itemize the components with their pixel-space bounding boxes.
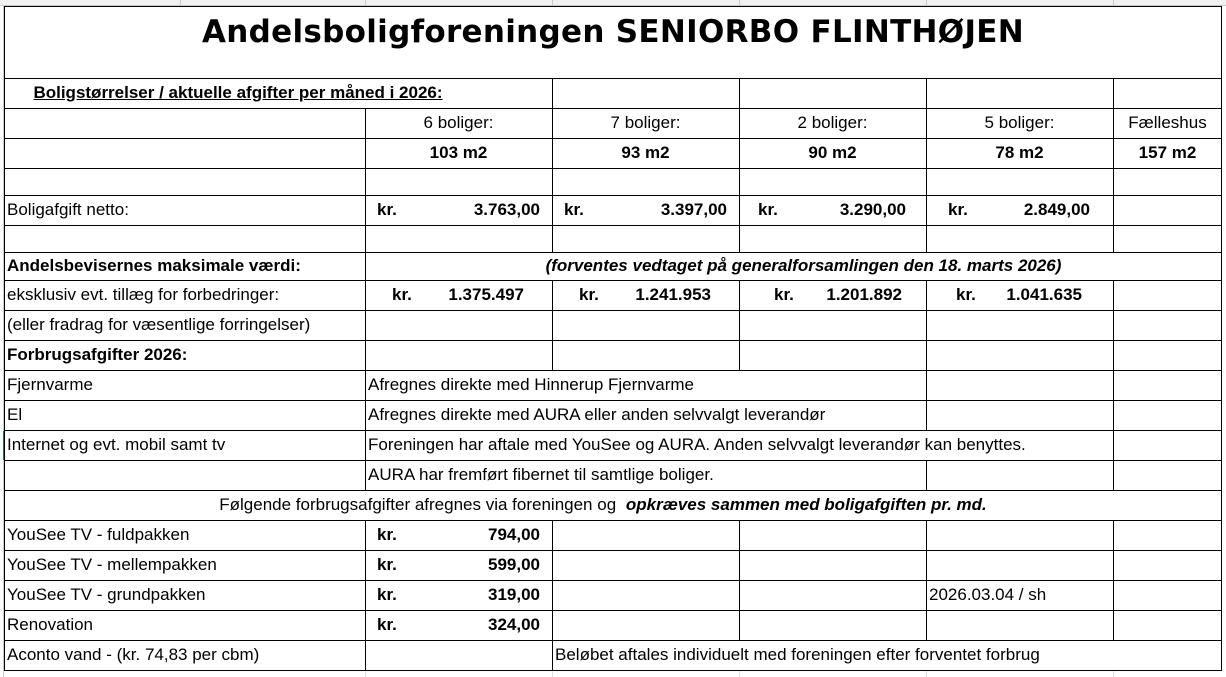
boligafgift-value-2[interactable]: 3.397,00 — [660, 200, 727, 219]
fee-value-mellempakken[interactable]: 599,00 — [488, 555, 540, 574]
fee-label-fuldpakken[interactable]: YouSee TV - fuldpakken — [7, 525, 190, 544]
andelsbevis-currency-1: kr. — [392, 285, 412, 304]
via-foreningen-text: Følgende forbrugsafgifter afregnes via foreningen og — [219, 495, 621, 514]
boligafgift-currency-2: kr. — [564, 200, 584, 219]
border-h — [4, 78, 1221, 79]
unit-size-2[interactable]: 93 m2 — [621, 143, 670, 162]
forbrug-label-internet[interactable]: Internet og evt. mobil samt tv — [7, 435, 226, 454]
border-v — [926, 280, 927, 370]
border-v — [739, 280, 740, 370]
border-v — [926, 108, 927, 252]
border-v — [739, 108, 740, 252]
border-v — [365, 108, 366, 252]
andelsbevis-value-1[interactable]: 1.375.497 — [448, 285, 524, 304]
border-v — [1113, 430, 1114, 460]
sheet-title[interactable]: Andelsboligforeningen SENIORBO FLINTHØJEN — [201, 14, 1024, 50]
border-h — [4, 550, 1221, 551]
border-v — [1113, 280, 1114, 370]
forbrug-text-internet[interactable]: Foreningen har aftale med YouSee og AURA. Anden selvvalgt leverandør kan benyttes. — [368, 435, 1026, 454]
border-h — [4, 460, 1221, 461]
fee-currency-fuldpakken: kr. — [377, 525, 397, 544]
fee-label-grundpakken[interactable]: YouSee TV - grundpakken — [7, 585, 206, 604]
fee-value-grundpakken[interactable]: 319,00 — [488, 585, 540, 604]
andelsbevis-value-3[interactable]: 1.201.892 — [826, 285, 902, 304]
boligafgift-value-4[interactable]: 2.849,00 — [1023, 200, 1090, 219]
andelsbevis-value-4[interactable]: 1.041.635 — [1006, 285, 1082, 304]
border-h — [4, 430, 1221, 431]
andelsbevis-label[interactable]: Andelsbevisernes maksimale værdi: — [7, 256, 301, 275]
border-h — [4, 168, 1221, 169]
via-foreningen-note[interactable] — [4, 490, 1222, 520]
border-h — [4, 108, 1221, 109]
border-v — [926, 370, 927, 430]
boligafgift-currency-3: kr. — [758, 200, 778, 219]
border-v — [739, 520, 740, 640]
forbrug-label-el[interactable]: El — [7, 405, 23, 424]
fee-currency-renovation: kr. — [377, 615, 397, 634]
unit-size-4[interactable]: 78 m2 — [995, 143, 1044, 162]
water-note[interactable]: Beløbet aftales individuelt med foreningen efter forventet forbrug — [555, 645, 1040, 664]
border-h — [4, 610, 1221, 611]
border-h — [4, 580, 1221, 581]
water-label[interactable]: Aconto vand - (kr. 74,83 per cbm) — [7, 645, 260, 664]
border-h — [4, 490, 1221, 491]
border-v — [365, 430, 366, 460]
border-h — [4, 195, 1221, 196]
unit-count-2[interactable]: 7 boliger: — [610, 113, 681, 132]
via-foreningen-emphasis: opkræves sammen med boligafgiften pr. md. — [625, 495, 987, 514]
forbrug-text-fjernvarme[interactable]: Afregnes direkte med Hinnerup Fjernvarme — [368, 375, 694, 394]
border-v — [552, 280, 553, 370]
andelsbevis-sublabel-2[interactable]: (eller fradrag for væsentlige forringelser) — [7, 315, 311, 334]
border-v — [1113, 520, 1114, 640]
border-v — [4, 6, 5, 671]
andelsbevis-sublabel-1[interactable]: eksklusiv evt. tillæg for forbedringer: — [7, 285, 280, 304]
forbrug-label-fjernvarme[interactable]: Fjernvarme — [7, 375, 93, 394]
fee-currency-grundpakken: kr. — [377, 585, 397, 604]
border-v — [365, 460, 366, 490]
andelsbevis-value-2[interactable]: 1.241.953 — [635, 285, 711, 304]
border-v — [365, 370, 366, 430]
border-v — [552, 78, 553, 108]
date-stamp[interactable]: 2026.03.04 / sh — [929, 585, 1047, 604]
border-v — [926, 78, 927, 108]
fee-value-fuldpakken[interactable]: 794,00 — [488, 525, 540, 544]
unit-count-1[interactable]: 6 boliger: — [423, 113, 494, 132]
border-v — [926, 520, 927, 640]
boligafgift-label[interactable]: Boligafgift netto: — [7, 200, 129, 219]
andelsbevis-currency-3: kr. — [774, 285, 794, 304]
border-v — [365, 280, 366, 370]
fee-label-renovation[interactable]: Renovation — [7, 615, 94, 634]
andelsbevis-currency-4: kr. — [956, 285, 976, 304]
border-h — [4, 370, 1221, 371]
border-v — [1113, 460, 1114, 490]
border-v — [1113, 108, 1114, 252]
border-v — [1113, 78, 1114, 108]
fee-value-renovation[interactable]: 324,00 — [488, 615, 540, 634]
border-h — [4, 520, 1221, 521]
border-h — [4, 340, 1221, 341]
andelsbevis-currency-2: kr. — [579, 285, 599, 304]
fee-label-mellempakken[interactable]: YouSee TV - mellempakken — [7, 555, 217, 574]
andelsbevis-note[interactable]: (forventes vedtaget på generalforsamlingen den 18. marts 2026) — [545, 256, 1062, 275]
forbrug-header[interactable]: Forbrugsafgifter 2026: — [7, 345, 188, 364]
border-v — [1221, 6, 1222, 671]
unit-count-3[interactable]: 2 boliger: — [797, 113, 868, 132]
border-v — [365, 520, 366, 640]
border-h — [4, 225, 1221, 226]
border-h — [4, 670, 1222, 671]
boligafgift-value-3[interactable]: 3.290,00 — [839, 200, 906, 219]
unit-size-5[interactable]: 157 m2 — [1138, 143, 1197, 162]
border-h — [4, 310, 1221, 311]
border-v — [552, 520, 553, 640]
border-v — [739, 78, 740, 108]
unit-count-5[interactable]: Fælleshus — [1128, 113, 1207, 132]
border-h — [4, 252, 1221, 253]
border-h — [4, 280, 1221, 281]
border-v — [552, 640, 553, 670]
boligafgift-value-1[interactable]: 3.763,00 — [473, 200, 540, 219]
border-v — [365, 640, 366, 670]
border-h — [4, 6, 1222, 7]
unit-size-1[interactable]: 103 m2 — [429, 143, 488, 162]
boligafgift-currency-4: kr. — [948, 200, 968, 219]
unit-count-4[interactable]: 5 boliger: — [984, 113, 1055, 132]
boligafgift-currency-1: kr. — [377, 200, 397, 219]
border-v — [552, 108, 553, 252]
border-h — [4, 138, 1221, 139]
fee-currency-mellempakken: kr. — [377, 555, 397, 574]
forbrug-text-fibernet[interactable]: AURA har fremført fibernet til samtlige boliger. — [368, 465, 714, 484]
border-v — [1113, 370, 1114, 430]
border-h — [4, 640, 1221, 641]
unit-size-3[interactable]: 90 m2 — [808, 143, 857, 162]
border-v — [926, 460, 927, 490]
forbrug-text-el[interactable]: Afregnes direkte med AURA eller anden selvvalgt leverandør — [368, 405, 826, 424]
border-h — [4, 400, 1221, 401]
border-v — [365, 252, 366, 280]
section-header[interactable]: Boligstørrelser / aktuelle afgifter per måned i 2026: — [33, 83, 443, 102]
